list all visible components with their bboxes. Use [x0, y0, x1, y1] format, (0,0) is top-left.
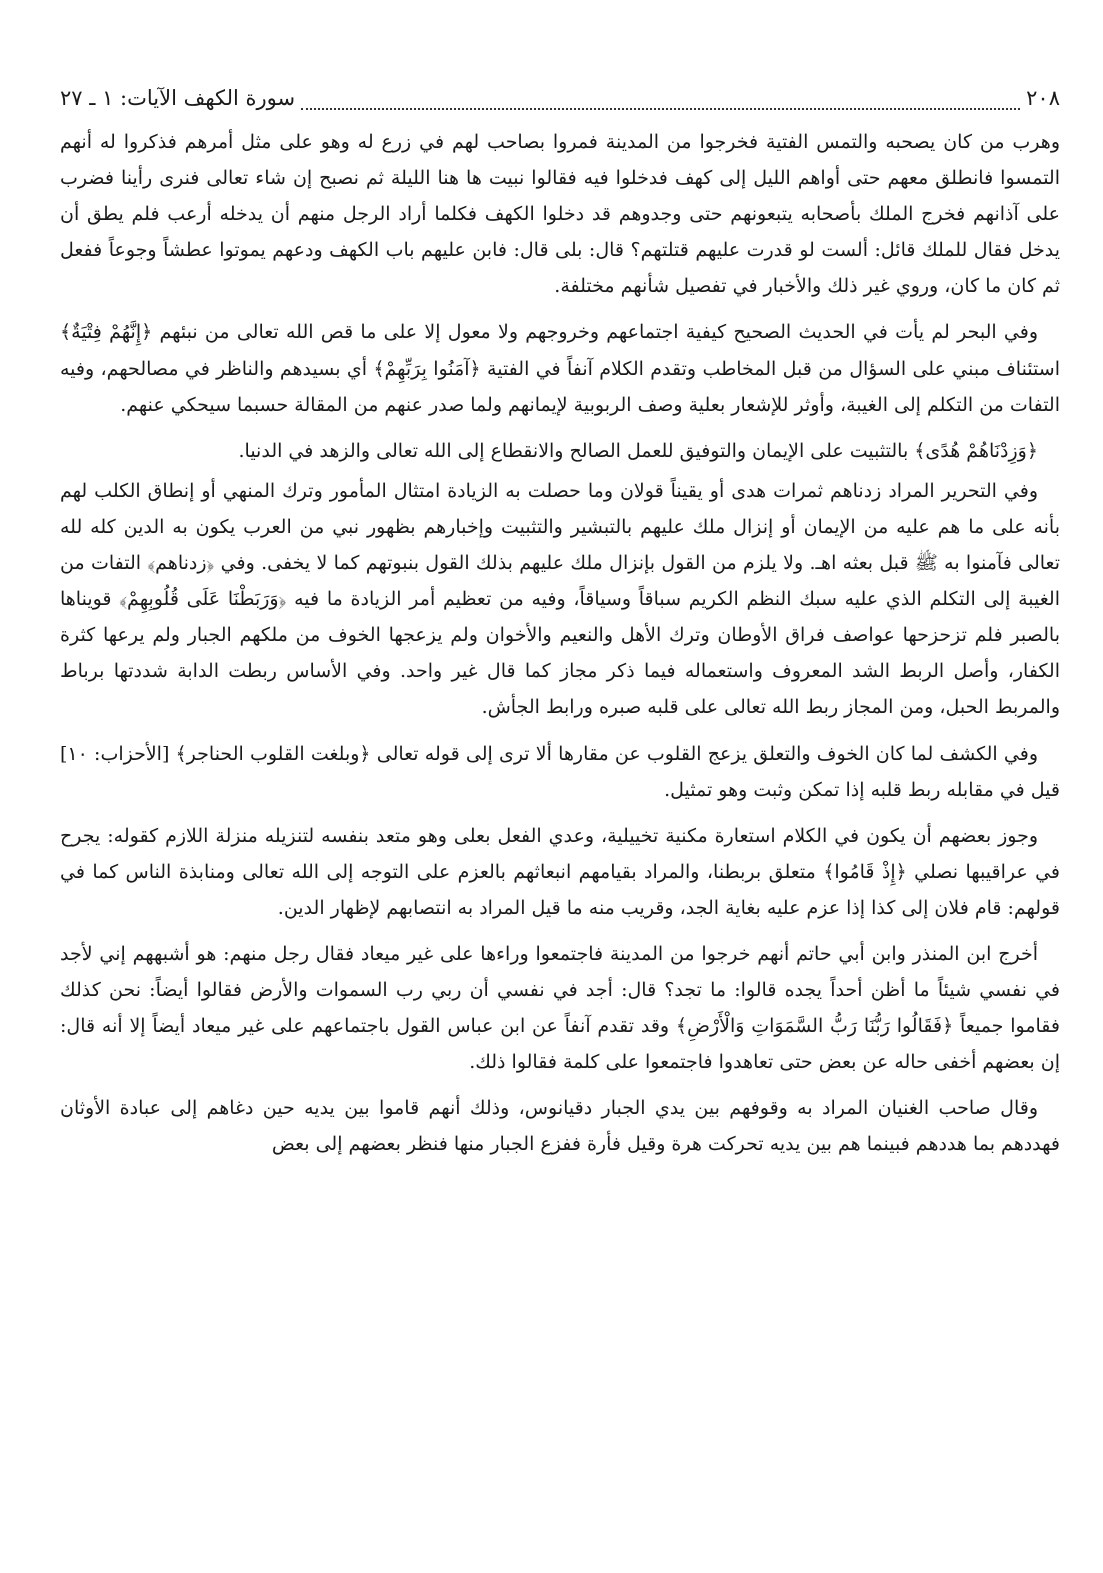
- running-title: سورة الكهف الآيات: ١ ـ ٢٧: [60, 86, 296, 110]
- paragraph: أخرج ابن المنذر وابن أبي حاتم أنهم خرجوا من المدينة فاجتمعوا وراءها على غير ميعاد فقال رجل منهم: هو أشبههم إني لأجد في نفسي شيئاً ما أظن أحداً يجده قالوا: ما تجد؟ قال: أجد في نفسي أن ربي رب السموات والأرض فقالوا أيضاً: نحن كذلك فقاموا جميعاً ﴿فَقَالُوا رَبُّنَا رَبُّ السَّمَوَاتِ وَالْأَرْضِ﴾ وقد تقدم آنفاً عن ابن عباس القول باجتماعهم على غير ميعاد أيضاً إلا أنه قال: إن بعضهم أخفى حاله عن بعض حتى تعاهدوا فاجتمعوا على كلمة فقالوا ذلك.: [60, 942, 1060, 1074]
- book-page: [60, 78, 1060, 1548]
- paragraph: وهرب من كان يصحبه والتمس الفتية فخرجوا من المدينة فمروا بصاحب لهم في زرع له وهو على مثل أمرهم فذكروا له أنهم التمسوا فانطلق معهم حتى أواهم الليل إلى كهف فدخلوا فيه فقالوا نبيت ها هنا الليلة ثم نصبح إن شاء تعالى فنرى رأينا فضرب على آذانهم فخرج الملك بأصحابه يتبعونهم حتى وجدوهم قد دخلوا الكهف فكلما أراد الرجل منهم أن يدخله أرعب فلم يطق أن يدخل فقال للملك قائل: ألست لو قدرت عليهم قتلتهم؟ قال: بلى قال: فابن عليهم باب الكهف ودعهم يموتوا عطشاً وجوعاً ففعل ثم كان ما كان، وروي غير ذلك والأخبار في تفصيل شأنهم مختلفة.: [60, 131, 1060, 298]
- paragraph: وفي الكشف لما كان الخوف والتعلق يزعج القلوب عن مقارها ألا ترى إلى قوله تعالى ﴿وبلغت القلوب الحناجر﴾ [الأحزاب: ١٠] قيل في مقابله ربط قلبه إذا تمكن وثبت وهو تمثيل.: [60, 742, 1060, 801]
- header-dotted-leader: [301, 108, 1020, 110]
- running-header: [60, 78, 1060, 118]
- paragraph: وفي البحر لم يأت في الحديث الصحيح كيفية اجتماعهم وخروجهم ولا معول إلا على ما قص الله تعالى من نبئهم ﴿إِنَّهُمْ فِتْيَةٌ﴾ استئناف مبني على السؤال من قبل المخاطب وتقدم الكلام آنفاً في الفتية ﴿آمَنُوا بِرَبِّهِمْ﴾ أي بسيدهم والناظر في مصالحهم، وفيه التفات من التكلم إلى الغيبة، وأوثر للإشعار بعلية وصف الربوبية لإيمانهم ولما صدر عنهم من المقالة حسبما سيحكي عنهم.: [60, 321, 1060, 416]
- paragraph: وجوز بعضهم أن يكون في الكلام استعارة مكنية تخييلية، وعدي الفعل بعلى وهو متعد بنفسه لتنزيله منزلة اللازم كقوله: يجرح في عراقيبها نصلي ﴿إِذْ قَامُوا﴾ متعلق بربطنا، والمراد بقيامهم انبعاثهم بالعزم على التوجه إلى الله تعالى ومنابذة الناس كما في قولهم: قام فلان إلى كذا إذا عزم عليه بغاية الجد، وقريب منه ما قيل المراد به انتصابهم لإظهار الدين.: [60, 824, 1060, 919]
- paragraph: وقال صاحب الغنيان المراد به وقوفهم بين يدي الجبار دقيانوس، وذلك أنهم قاموا بين يديه حين دغاهم إلى عبادة الأوثان فهددهم بما هددهم فبينما هم بين يديه تحركت هرة وقيل فأرة ففزع الجبار منها فنظر بعضهم إلى بعض: [60, 1097, 1060, 1156]
- page-number: ٢٠٨: [1026, 86, 1060, 110]
- body-text: [60, 124, 1060, 1163]
- paragraph: ﴿وَزِدْنَاهُمْ هُدًى﴾ بالتثبيت على الإيمان والتوفيق للعمل الصالح والانقطاع إلى الله تعالى والزهد في الدنيا.: [238, 439, 1038, 462]
- paragraph: وفي التحرير المراد زدناهم ثمرات هدى أو يقيناً قولان وما حصلت به الزيادة امتثال المأمور وترك المنهي أو إنطاق الكلب لهم بأنه على ما هم عليه من الإيمان أو إنزال ملك عليهم بالتبشير والتثبيت وإخبارهم بظهور نبي من العرب يكون به الدين كله لله تعالى فآمنوا به ﷺ قبل بعثه اهـ. ولا يلزم من القول بإنزال ملك عليهم بذلك القول بنبوتهم كما لا يخفى. وفي ﴿زدناهم﴾ التفات من الغيبة إلى التكلم الذي عليه سبك النظم الكريم سباقاً وسياقاً، وفيه من تعظيم أمر الزيادة ما فيه ﴿وَرَبَطْنَا عَلَى قُلُوبِهِمْ﴾ قويناها بالصبر فلم تزحزحها عواصف فراق الأوطان وترك الأهل والنعيم والأخوان ولم يزعجها الخوف من ملكهم الجبار ولم يرعها كثرة الكفار، وأصل الربط الشد المعروف واستعماله فيما ذكر مجاز كما قال غير واحد. وفي الأساس ربطت الدابة شددتها برباط والمربط الحبل، ومن المجاز ربط الله تعالى على قلبه صبره ورابط الجأش.: [60, 479, 1060, 719]
